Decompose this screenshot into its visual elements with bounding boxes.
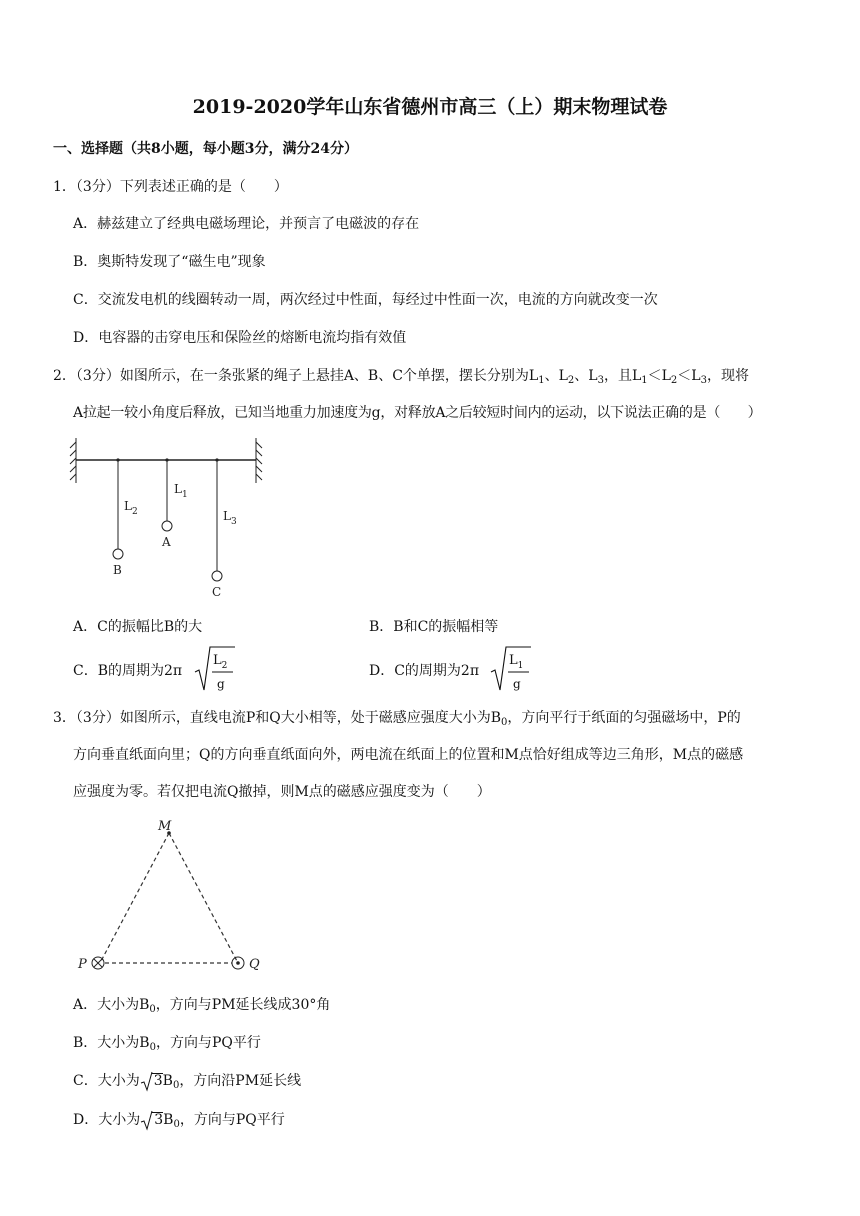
sqrt-sign: [152, 1112, 163, 1128]
formula-numerator: $L_1$: [509, 653, 524, 671]
q3-text: ，方向与PM延长线成30°角: [155, 997, 331, 1013]
exam-title: 2019-2020学年山东省德州市高三（上）期末物理试卷: [192, 96, 668, 118]
q2-option-c: C．B的周期为2π: [73, 663, 183, 679]
q3-option-a: [73, 994, 330, 1014]
sqrt-radicand: 3: [154, 1112, 164, 1128]
q2-option-d: D．C的周期为2π: [369, 663, 480, 679]
q3-sub: 0: [149, 1004, 156, 1015]
section-heading: 一、选择题（共8小题，每小题3分，满分24分）: [53, 141, 358, 157]
label-a: A: [162, 535, 171, 549]
q2-text: 、L: [574, 368, 598, 384]
label-l1: $L_1$: [174, 482, 188, 500]
q1-option-a: A．赫兹建立了经典电磁场理论，并预言了电磁波的存在: [73, 216, 420, 232]
current-p-into-page: [92, 957, 104, 969]
q2-option-b: B．B和C的振幅相等: [369, 619, 499, 635]
q3-text: 3．（3分）如图所示，直线电流P和Q大小相等，处于磁感应强度大小为B: [53, 710, 501, 726]
q2-text: 2．（3分）如图所示，在一条张紧的绳子上悬挂A、B、C个单摆，摆长分别为L: [53, 368, 539, 384]
q2-option-c-formula: [194, 644, 236, 694]
q3-text: A．大小为B: [73, 997, 150, 1013]
q1-option-d: D．电容器的击穿电压和保险丝的熔断电流均指有效值: [73, 330, 407, 346]
q3-sub: 0: [149, 1042, 156, 1053]
formula-denominator: g: [513, 677, 521, 691]
q2-stem-line2: A拉起一较小角度后释放，已知当地重力加速度为g，对释放A之后较短时间内的运动，以下说法正确的是（ ）: [73, 405, 762, 421]
q3-sub: 0: [173, 1119, 180, 1130]
q3-text: D．大小为: [73, 1112, 141, 1128]
q3-stem-line3: 应强度为零。若仅把电流Q撤掉，则M点的磁感应强度变为（ ）: [73, 784, 491, 800]
q3-stem-line2: 方向垂直纸面向里；Q的方向垂直纸面向外，两电流在纸面上的位置和M点恰好组成等边三角形，M点的磁感: [73, 747, 744, 763]
q2-text: ＜L: [647, 368, 671, 384]
q3-sub: 0: [501, 717, 508, 728]
q3-text: B: [163, 1112, 174, 1128]
label-l2: $L_2$: [124, 499, 138, 517]
q3-text: ，方向平行于纸面的匀强磁场中，P的: [507, 710, 741, 726]
q2-text: ＜L: [677, 368, 701, 384]
label-c: C: [212, 585, 222, 599]
sqrt-sign: [152, 1073, 163, 1089]
bob-b: [113, 549, 123, 559]
q3-sub: 0: [172, 1080, 180, 1091]
q3-option-d: [73, 1109, 285, 1129]
label-b: B: [113, 563, 122, 577]
label-p: P: [78, 957, 87, 972]
q3-text: C．大小为: [73, 1073, 140, 1089]
side-pm: [100, 833, 169, 963]
label-q: Q: [249, 957, 260, 972]
label-l3: $L_3$: [223, 509, 237, 527]
q2-sub: 3: [597, 375, 604, 386]
bob-a: [162, 521, 172, 531]
q1-option-b: B．奥斯特发现了“磁生电”现象: [73, 254, 266, 270]
q3-text: ，方向与PQ平行: [179, 1112, 285, 1128]
q1-option-c: C．交流发电机的线圈转动一周，两次经过中性面，每经过中性面一次，电流的方向就改变一次: [73, 292, 658, 308]
q1-stem: 1．（3分）下列表述正确的是（ ）: [53, 179, 288, 195]
q2-option-a: A．C的振幅比B的大: [73, 619, 203, 635]
q2-text: 、L: [544, 368, 568, 384]
q2-stem-line1: [53, 365, 749, 385]
q3-text: B．大小为B: [73, 1035, 150, 1051]
q2-sub: 2: [670, 375, 678, 386]
q3-option-b: [73, 1032, 261, 1052]
formula-numerator: $L_2$: [213, 653, 228, 671]
q2-text: ，且L: [603, 368, 642, 384]
q3-text: ，方向沿PM延长线: [179, 1073, 302, 1089]
triangle-figure: [72, 815, 272, 980]
q3-option-c: [73, 1070, 301, 1090]
side-qm: [169, 833, 238, 963]
label-m: M: [158, 819, 172, 834]
q3-stem-line1: [53, 707, 741, 727]
q2-sub: 2: [567, 375, 575, 386]
current-q-out-of-page: [232, 957, 244, 969]
sqrt-radicand: 3: [153, 1073, 163, 1089]
q3-text: B: [162, 1073, 173, 1089]
bob-c: [212, 571, 222, 581]
q3-text: ，方向与PQ平行: [155, 1035, 261, 1051]
formula-denominator: g: [217, 677, 225, 691]
q2-option-d-formula: [490, 644, 532, 694]
q2-sub: 1: [641, 375, 648, 386]
pendulum-figure: [66, 438, 276, 599]
q2-sub: 3: [700, 375, 707, 386]
q2-text: ，现将: [706, 368, 749, 384]
q2-sub: 1: [538, 375, 545, 386]
